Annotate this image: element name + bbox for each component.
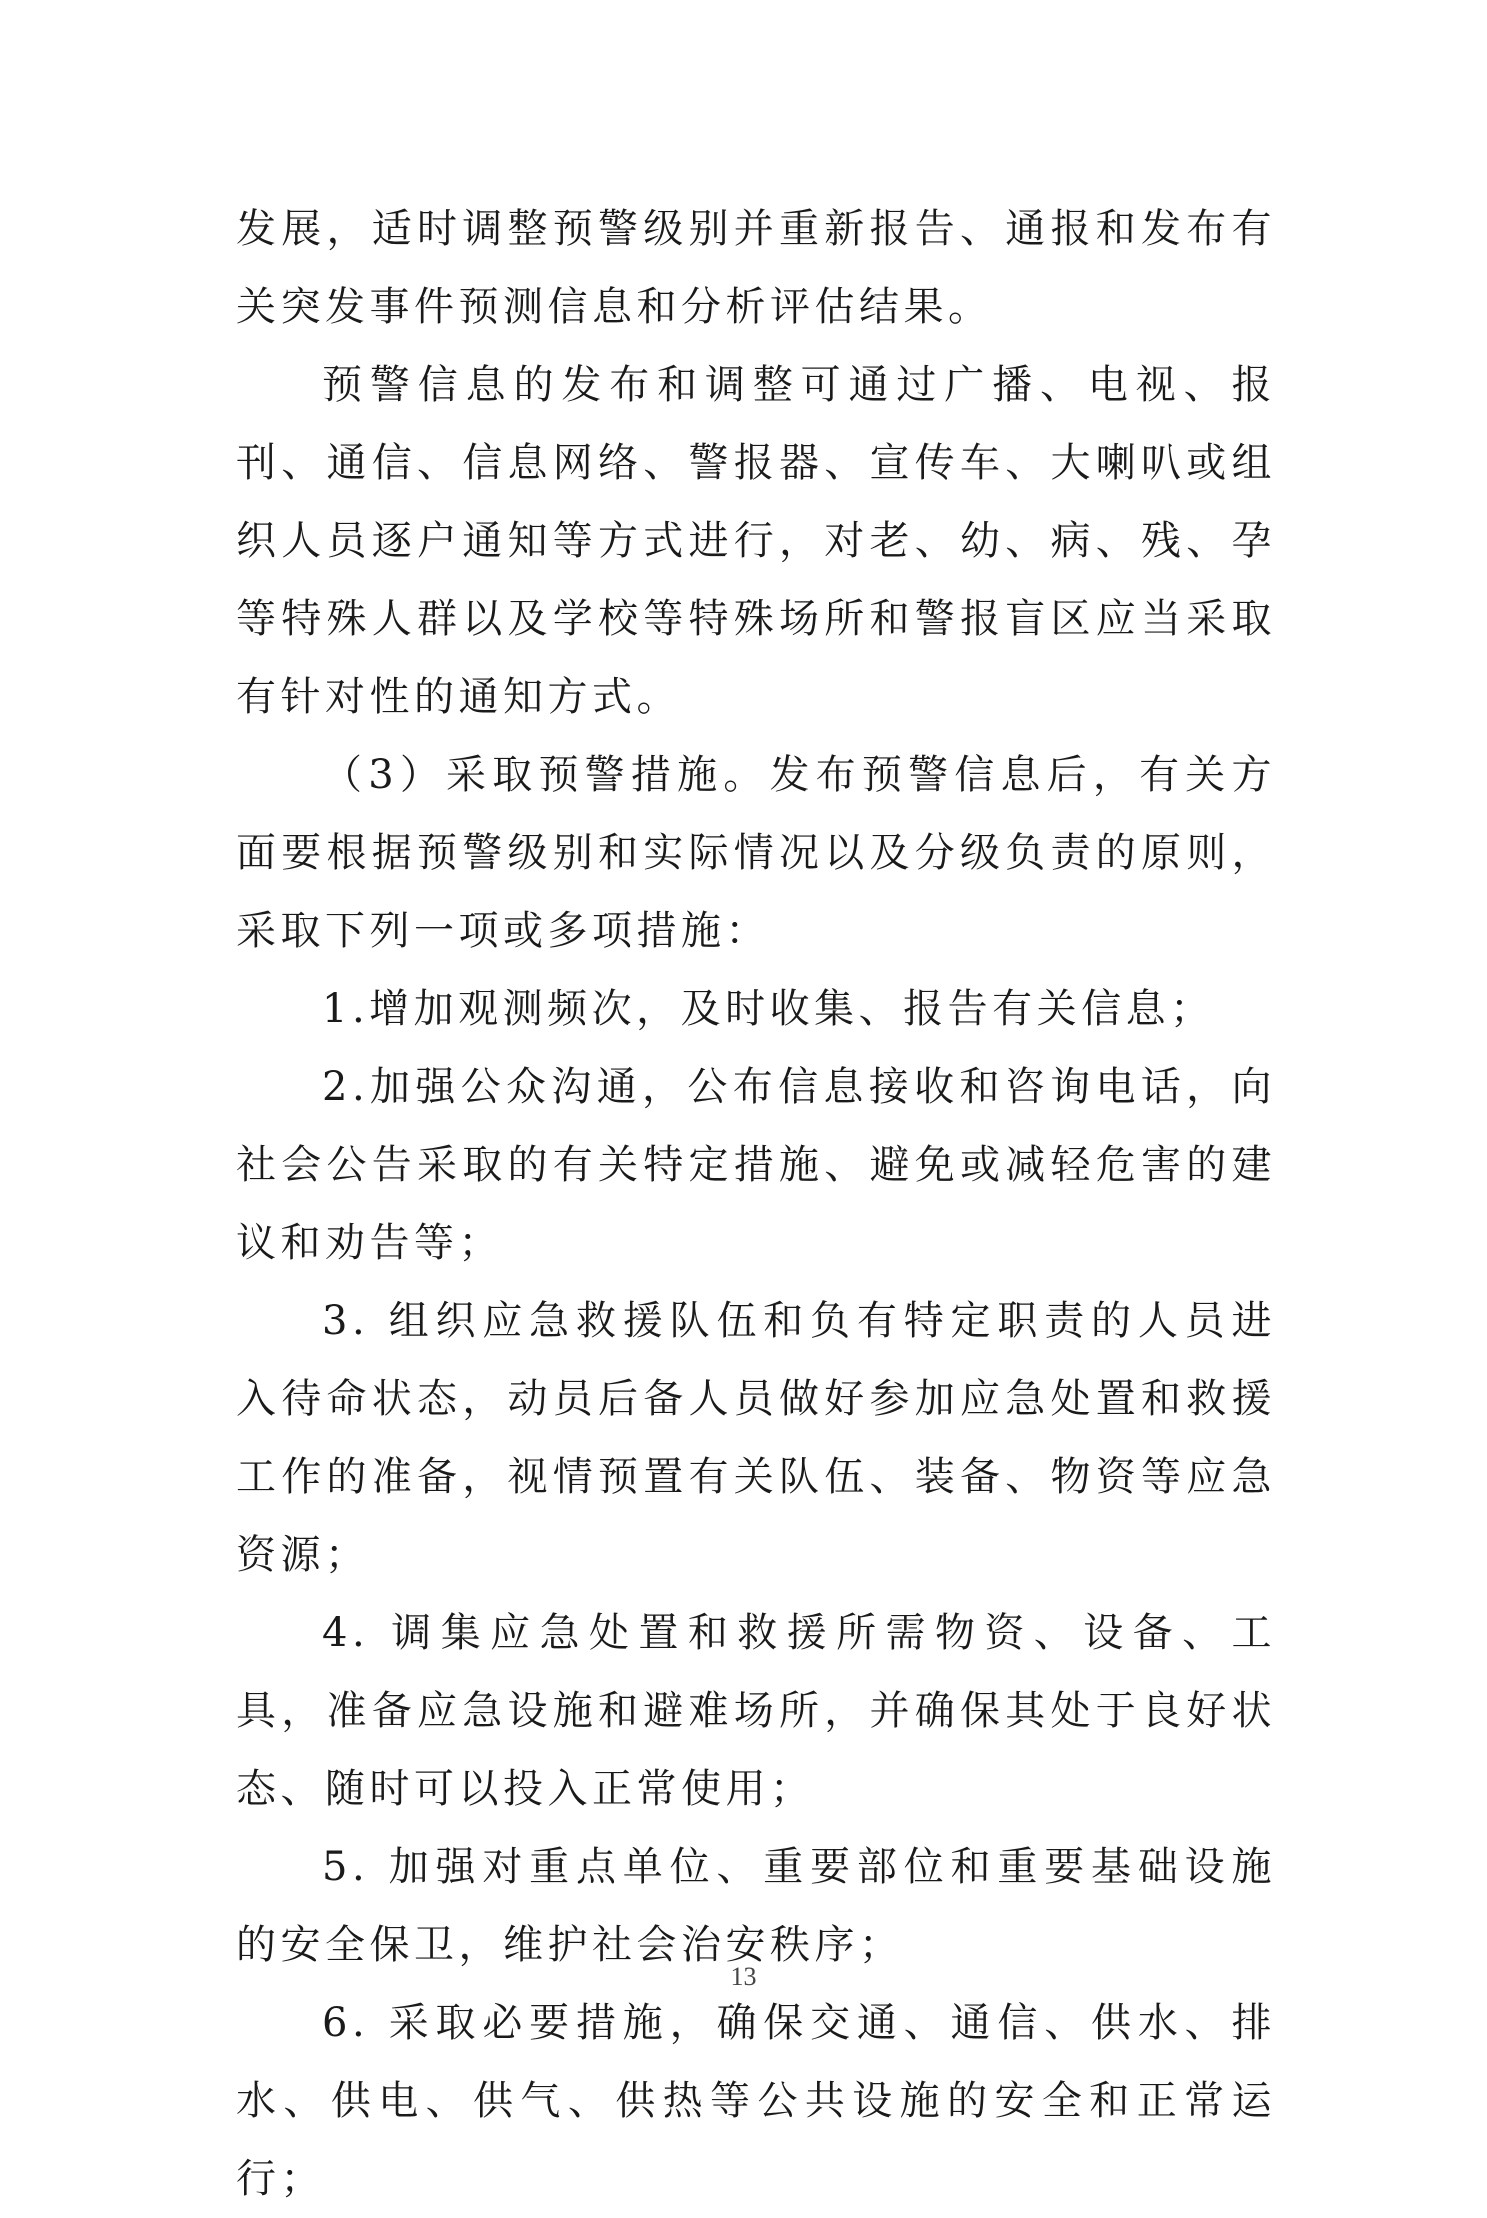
list-item-6: 6. 采取必要措施，确保交通、通信、供水、排水、供电、供气、供热等公共设施的安全和正常运行； [236,2000,1276,2202]
list-item-5: 5. 加强对重点单位、重要部位和重要基础设施的安全保卫，维护社会治安秩序； [236,1844,1276,1968]
paragraph-continuation: 发展，适时调整预警级别并重新报告、通报和发布有关突发事件预测信息和分析评估结果。 [236,206,1276,330]
paragraph-warning-measures: （3）采取预警措施。发布预警信息后，有关方面要根据预警级别和实际情况以及分级负责的原则，采取下列一项或多项措施： [236,752,1276,954]
list-item-4: 4. 调集应急处置和救援所需物资、设备、工具，准备应急设施和避难场所，并确保其处于良好状态、随时可以投入正常使用； [236,1610,1276,1812]
list-item-1: 1.增加观测频次，及时收集、报告有关信息； [322,986,1215,1032]
body-text [236,190,1276,2218]
list-item-3: 3. 组织应急救援队伍和负有特定职责的人员进入待命状态，动员后备人员做好参加应急处置和救援工作的准备，视情预置有关队伍、装备、物资等应急资源； [236,1298,1276,1578]
list-item-2: 2.加强公众沟通，公布信息接收和咨询电话，向社会公告采取的有关特定措施、避免或减轻危害的建议和劝告等； [236,1064,1276,1266]
page-number: 13 [730,1962,757,1991]
paragraph-warning-channels: 预警信息的发布和调整可通过广播、电视、报刊、通信、信息网络、警报器、宣传车、大喇叭或组织人员逐户通知等方式进行，对老、幼、病、残、孕等特殊人群以及学校等特殊场所和警报盲区应当采取有针对性的通知方式。 [236,362,1276,720]
